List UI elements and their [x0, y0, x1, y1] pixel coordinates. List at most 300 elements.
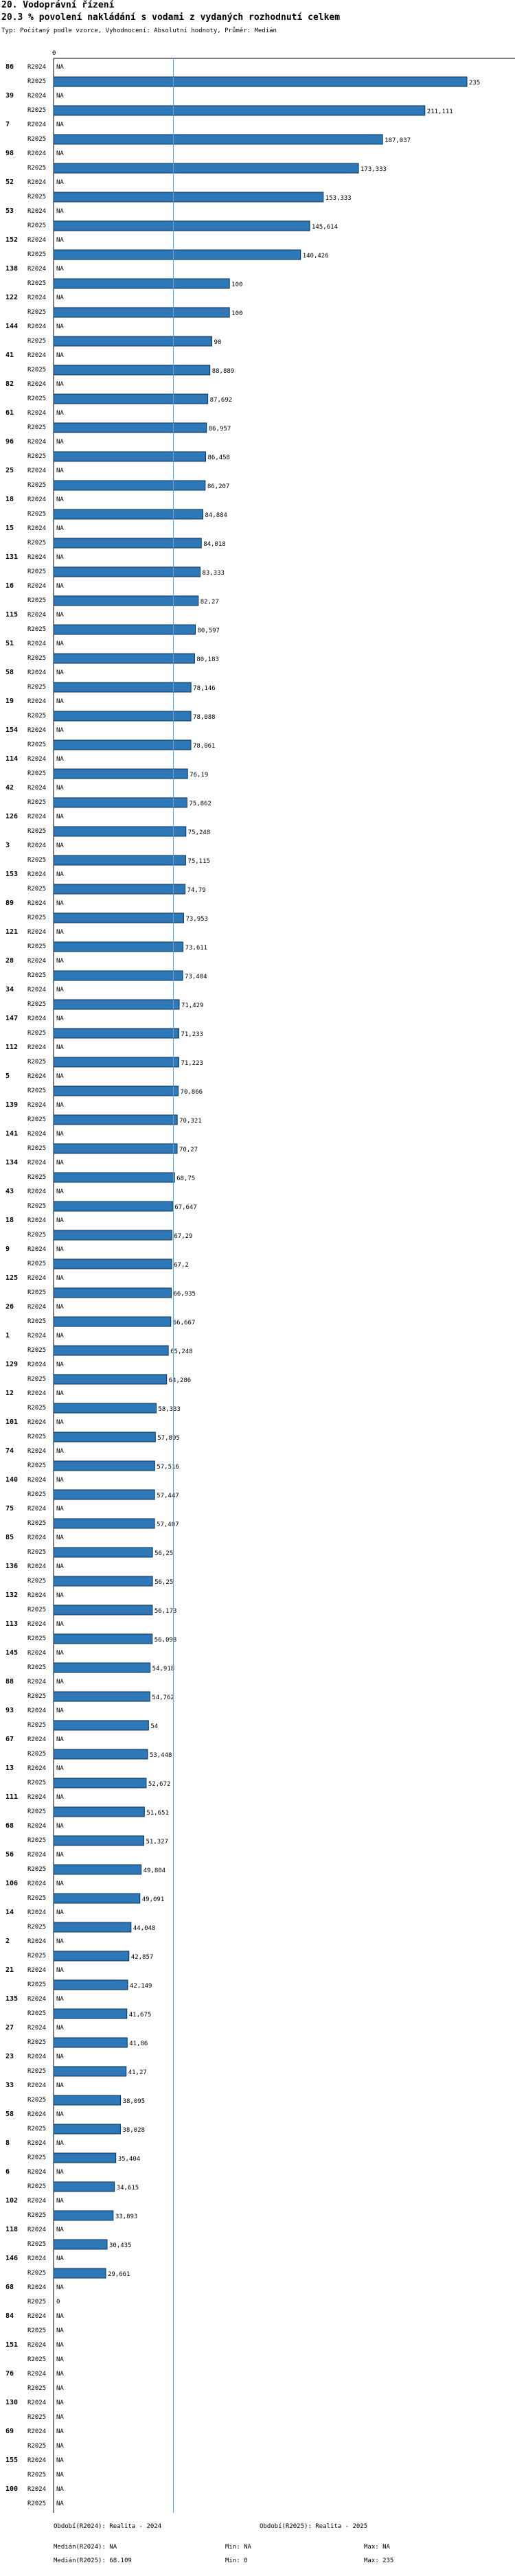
bar-r2025	[54, 1519, 154, 1528]
bar-r2025	[54, 1028, 179, 1038]
value-label-r2025: 42,857	[130, 1954, 154, 1961]
row-id-label: 88	[5, 1678, 14, 1686]
row-id-label: 27	[5, 2024, 14, 2032]
row-id-label: 18	[5, 1217, 14, 1224]
series-label-r2024: R2024	[27, 2198, 47, 2205]
value-label-r2025: NA	[56, 2443, 64, 2450]
value-label-r2024: NA	[56, 323, 64, 330]
bar-r2025	[54, 481, 205, 490]
series-label-r2024: R2024	[27, 1852, 47, 1859]
row-id-label: 154	[5, 726, 19, 734]
series-label-r2025: R2025	[27, 1664, 47, 1671]
row-id-label: 153	[5, 871, 19, 878]
value-label-r2024: NA	[56, 1419, 64, 1426]
bar-r2025	[54, 365, 210, 375]
series-label-r2025: R2025	[27, 2270, 47, 2277]
value-label-r2025: 67,647	[174, 1204, 197, 1211]
footer-median-2025: Medián(R2025): 68.109	[54, 2557, 132, 2564]
bar-r2025	[54, 394, 208, 404]
series-label-r2024: R2024	[27, 958, 47, 965]
bar-r2025	[54, 1778, 146, 1788]
value-label-r2025: 54,762	[152, 1694, 174, 1701]
row-id-label: 96	[5, 438, 14, 446]
bar-r2025	[54, 1346, 168, 1355]
row-id-label: 61	[5, 409, 14, 417]
bar-r2025	[54, 1548, 152, 1557]
bar-r2025	[54, 1980, 128, 1990]
value-label-r2024: NA	[56, 2342, 64, 2349]
value-label-r2024: NA	[56, 669, 64, 676]
value-label-r2025: 73,611	[185, 945, 208, 952]
series-label-r2024: R2024	[27, 1823, 47, 1830]
row-id-label: 12	[5, 1390, 14, 1397]
row-id-label: 89	[5, 899, 14, 907]
series-label-r2024: R2024	[27, 1188, 47, 1195]
bar-r2025	[54, 1432, 155, 1442]
bar-r2025	[54, 538, 201, 548]
series-label-r2025: R2025	[27, 1722, 47, 1729]
bar-r2025	[54, 1288, 171, 1298]
value-label-r2025: 75,862	[189, 801, 211, 807]
row-id-label: 56	[5, 1851, 14, 1859]
bar-r2025	[54, 1144, 177, 1153]
series-label-r2025: R2025	[27, 1203, 47, 1210]
series-label-r2024: R2024	[27, 1361, 47, 1368]
value-label-r2024: NA	[56, 2140, 64, 2147]
series-label-r2024: R2024	[27, 2227, 47, 2233]
value-label-r2025: 71,233	[181, 1031, 203, 1038]
value-label-r2025: 84,018	[203, 541, 226, 548]
value-label-r2024: NA	[56, 1275, 64, 1282]
row-id-label: 58	[5, 669, 14, 676]
bar-r2025	[54, 769, 187, 779]
series-label-r2025: R2025	[27, 568, 47, 575]
row-id-label: 135	[5, 1995, 19, 2003]
bar-r2025	[54, 1692, 150, 1701]
value-label-r2024: NA	[56, 496, 64, 503]
value-label-r2024: NA	[56, 1015, 64, 1022]
value-label-r2024: NA	[56, 1881, 64, 1887]
bar-r2025	[54, 221, 310, 231]
value-label-r2025: 153,333	[325, 195, 352, 202]
series-label-r2025: R2025	[27, 1289, 47, 1296]
value-label-r2024: NA	[56, 2255, 64, 2262]
value-label-r2024: NA	[56, 122, 64, 128]
value-label-r2025: 78,146	[193, 685, 216, 692]
bar-r2025	[54, 2153, 116, 2163]
bar-r2025	[54, 192, 323, 202]
value-label-r2025: 51,651	[146, 1810, 169, 1817]
value-label-r2025: 84,884	[205, 512, 227, 519]
row-id-label: 34	[5, 986, 14, 993]
series-label-r2024: R2024	[27, 1275, 47, 1282]
row-id-label: 118	[5, 2226, 19, 2233]
value-label-r2024: NA	[56, 554, 64, 561]
series-label-r2025: R2025	[27, 799, 47, 806]
series-label-r2025: R2025	[27, 2356, 47, 2363]
series-label-r2024: R2024	[27, 1679, 47, 1686]
series-label-r2024: R2024	[27, 179, 47, 186]
series-label-r2025: R2025	[27, 1462, 47, 1469]
row-id-label: 43	[5, 1188, 14, 1195]
value-label-r2025: 100	[231, 310, 243, 317]
value-label-r2025: 235	[469, 80, 481, 87]
value-label-r2025: 57,407	[157, 1521, 179, 1528]
value-label-r2025: 70,321	[179, 1118, 202, 1125]
value-label-r2025: 33,893	[115, 2213, 138, 2220]
value-label-r2024: NA	[56, 208, 64, 215]
value-label-r2024: NA	[56, 1736, 64, 1743]
value-label-r2025: 56,173	[154, 1608, 177, 1615]
series-label-r2024: R2024	[27, 2428, 47, 2435]
value-label-r2025: 140,426	[302, 253, 329, 260]
value-label-r2025: 52,672	[148, 1781, 171, 1788]
row-id-label: 14	[5, 1909, 14, 1916]
row-id-label: 114	[5, 755, 19, 763]
series-label-r2025: R2025	[27, 309, 47, 316]
series-label-r2024: R2024	[27, 2342, 47, 2349]
series-label-r2024: R2024	[27, 1592, 47, 1599]
bar-r2025	[54, 2067, 126, 2076]
series-label-r2024: R2024	[27, 2313, 47, 2320]
series-label-r2024: R2024	[27, 2371, 47, 2378]
row-id-label: 144	[5, 323, 19, 330]
value-label-r2025: 64,286	[168, 1377, 192, 1384]
row-id-label: 86	[5, 63, 14, 71]
row-id-label: 68	[5, 1822, 14, 1830]
bar-r2025	[54, 452, 205, 461]
series-label-r2024: R2024	[27, 900, 47, 907]
value-label-r2024: NA	[56, 1852, 64, 1859]
row-id-label: 26	[5, 1303, 14, 1311]
row-id-label: 113	[5, 1620, 19, 1628]
series-label-r2024: R2024	[27, 929, 47, 936]
series-label-r2025: R2025	[27, 597, 47, 604]
series-label-r2025: R2025	[27, 1808, 47, 1815]
row-id-label: 130	[5, 2399, 19, 2406]
series-label-r2024: R2024	[27, 2400, 47, 2406]
series-label-r2025: R2025	[27, 2126, 47, 2132]
value-label-r2025: 173,333	[360, 166, 387, 173]
series-label-r2024: R2024	[27, 1217, 47, 1224]
bar-r2025	[54, 1230, 172, 1240]
series-label-r2024: R2024	[27, 698, 47, 705]
series-label-r2025: R2025	[27, 1059, 47, 1066]
series-label-r2025: R2025	[27, 395, 47, 402]
bar-r2025	[54, 1721, 148, 1730]
bar-r2025	[54, 740, 191, 750]
value-label-r2024: NA	[56, 2371, 64, 2378]
value-label-r2025: 35,404	[117, 2156, 141, 2163]
row-id-label: 121	[5, 928, 19, 936]
value-label-r2025: 90	[214, 339, 222, 346]
value-label-r2024: NA	[56, 1160, 64, 1166]
value-label-r2024: NA	[56, 727, 64, 734]
value-label-r2024: NA	[56, 871, 64, 878]
value-label-r2024: NA	[56, 1304, 64, 1311]
series-label-r2024: R2024	[27, 987, 47, 993]
row-id-label: 13	[5, 1764, 14, 1772]
value-label-r2024: NA	[56, 2457, 64, 2464]
value-label-r2025: 83,333	[202, 570, 225, 577]
bar-r2025	[54, 913, 183, 923]
series-label-r2024: R2024	[27, 1506, 47, 1513]
series-label-r2024: R2024	[27, 323, 47, 330]
row-id-label: 9	[5, 1245, 10, 1253]
series-label-r2025: R2025	[27, 1261, 47, 1267]
series-label-r2025: R2025	[27, 1174, 47, 1181]
row-id-label: 2	[5, 1937, 10, 1945]
series-label-r2024: R2024	[27, 64, 47, 71]
row-id-label: 19	[5, 698, 14, 705]
row-id-label: 82	[5, 380, 14, 388]
value-label-r2024: NA	[56, 756, 64, 763]
series-label-r2025: R2025	[27, 1607, 47, 1613]
value-label-r2024: NA	[56, 525, 64, 532]
bar-r2025	[54, 711, 191, 721]
series-label-r2024: R2024	[27, 2486, 47, 2493]
value-label-r2024: NA	[56, 150, 64, 157]
series-label-r2024: R2024	[27, 727, 47, 734]
series-label-r2024: R2024	[27, 1246, 47, 1253]
series-label-r2025: R2025	[27, 540, 47, 547]
series-label-r2025: R2025	[27, 1578, 47, 1585]
row-id-label: 68	[5, 2284, 14, 2291]
series-label-r2025: R2025	[27, 1751, 47, 1758]
series-label-r2025: R2025	[27, 2443, 47, 2450]
series-label-r2025: R2025	[27, 2327, 47, 2334]
series-label-r2025: R2025	[27, 1001, 47, 1008]
x-axis-zero-label: 0	[52, 50, 56, 57]
value-label-r2025: 78,061	[192, 743, 216, 750]
row-id-label: 39	[5, 92, 14, 100]
series-label-r2025: R2025	[27, 194, 47, 200]
bar-r2025	[54, 509, 203, 519]
series-label-r2025: R2025	[27, 222, 47, 229]
row-id-label: 152	[5, 236, 19, 244]
row-id-label: 23	[5, 2053, 14, 2060]
row-id-label: 112	[5, 1044, 19, 1051]
series-label-r2024: R2024	[27, 2457, 47, 2464]
value-label-r2024: NA	[56, 612, 64, 619]
value-label-r2025: 42,149	[129, 1983, 152, 1990]
series-label-r2024: R2024	[27, 266, 47, 273]
value-label-r2024: NA	[56, 2082, 64, 2089]
value-label-r2025: 41,27	[128, 2069, 147, 2076]
series-label-r2025: R2025	[27, 338, 47, 345]
series-label-r2024: R2024	[27, 1621, 47, 1628]
value-label-r2025: 70,866	[180, 1089, 203, 1096]
series-label-r2024: R2024	[27, 814, 47, 820]
row-id-label: 145	[5, 1649, 19, 1657]
bar-r2025	[54, 596, 198, 606]
bar-r2025	[54, 1086, 179, 1096]
value-label-r2025: 65,248	[170, 1348, 193, 1355]
value-label-r2025: 100	[231, 281, 243, 288]
series-label-r2025: R2025	[27, 1347, 47, 1354]
value-label-r2025: 145,614	[312, 224, 338, 231]
value-label-r2025: 66,667	[172, 1320, 196, 1326]
series-label-r2025: R2025	[27, 2299, 47, 2305]
bar-r2025	[54, 279, 229, 288]
value-label-r2025: 68,75	[176, 1175, 196, 1182]
series-label-r2024: R2024	[27, 554, 47, 561]
value-label-r2025: 73,404	[185, 974, 207, 980]
series-label-r2024: R2024	[27, 93, 47, 100]
value-label-r2024: NA	[56, 1390, 64, 1397]
series-label-r2024: R2024	[27, 842, 47, 849]
value-label-r2024: NA	[56, 1938, 64, 1945]
bar-r2025	[54, 855, 185, 865]
row-id-label: 141	[5, 1130, 19, 1138]
value-label-r2024: NA	[56, 1967, 64, 1974]
row-id-label: 42	[5, 784, 14, 792]
series-label-r2025: R2025	[27, 482, 47, 489]
series-label-r2025: R2025	[27, 1780, 47, 1786]
value-label-r2024: NA	[56, 64, 64, 71]
value-label-r2024: NA	[56, 266, 64, 273]
value-label-r2025: 38,028	[122, 2127, 145, 2134]
series-label-r2025: R2025	[27, 1145, 47, 1152]
value-label-r2024: NA	[56, 2486, 64, 2493]
row-id-label: 111	[5, 1793, 19, 1801]
bar-r2025	[54, 2095, 121, 2105]
row-id-label: 115	[5, 611, 19, 619]
value-label-r2024: NA	[56, 814, 64, 820]
value-label-r2025: 88,889	[211, 368, 235, 375]
row-id-label: 6	[5, 2168, 10, 2176]
row-id-label: 18	[5, 496, 14, 503]
footer-max-2025: Max: 235	[364, 2557, 394, 2564]
row-id-label: 147	[5, 1015, 19, 1022]
value-label-r2024: NA	[56, 352, 64, 359]
series-label-r2025: R2025	[27, 1635, 47, 1642]
value-label-r2024: NA	[56, 1333, 64, 1339]
series-label-r2025: R2025	[27, 1953, 47, 1959]
series-label-r2024: R2024	[27, 1073, 47, 1080]
value-label-r2024: NA	[56, 1679, 64, 1686]
value-label-r2025: 34,615	[116, 2185, 139, 2192]
value-label-r2024: NA	[56, 237, 64, 244]
bar-r2025	[54, 798, 187, 807]
series-label-r2024: R2024	[27, 1102, 47, 1109]
series-label-r2024: R2024	[27, 1996, 47, 2003]
series-label-r2025: R2025	[27, 2385, 47, 2392]
row-id-label: 98	[5, 150, 14, 157]
series-label-r2024: R2024	[27, 237, 47, 244]
value-label-r2025: 30,435	[108, 2242, 132, 2249]
row-id-label: 25	[5, 467, 14, 474]
bar-r2025	[54, 1403, 156, 1413]
series-label-r2025: R2025	[27, 1088, 47, 1094]
row-id-label: 131	[5, 553, 19, 561]
series-label-r2025: R2025	[27, 828, 47, 835]
series-label-r2024: R2024	[27, 871, 47, 878]
value-label-r2024: NA	[56, 1102, 64, 1109]
series-label-r2025: R2025	[27, 1434, 47, 1440]
value-label-r2024: NA	[56, 2025, 64, 2032]
bar-r2025	[54, 1634, 152, 1644]
row-id-label: 93	[5, 1707, 14, 1714]
series-label-r2024: R2024	[27, 669, 47, 676]
value-label-r2025: 75,115	[187, 858, 210, 865]
series-label-r2024: R2024	[27, 1736, 47, 1743]
row-id-label: 146	[5, 2255, 19, 2262]
row-id-label: 138	[5, 265, 19, 273]
value-label-r2024: NA	[56, 929, 64, 936]
footer-max-2024: Max: NA	[364, 2544, 390, 2551]
value-label-r2024: NA	[56, 698, 64, 705]
series-label-r2024: R2024	[27, 1419, 47, 1426]
row-id-label: 7	[5, 121, 10, 128]
value-label-r2024: NA	[56, 1794, 64, 1801]
series-label-r2025: R2025	[27, 1030, 47, 1037]
series-label-r2025: R2025	[27, 1895, 47, 1902]
series-label-r2025: R2025	[27, 2212, 47, 2219]
series-label-r2024: R2024	[27, 122, 47, 128]
bar-r2025	[54, 2268, 106, 2278]
footer-median-2024: Medián(R2024): NA	[54, 2544, 117, 2551]
series-label-r2024: R2024	[27, 468, 47, 474]
series-label-r2025: R2025	[27, 684, 47, 691]
value-label-r2024: NA	[56, 1246, 64, 1253]
row-id-label: 132	[5, 1591, 19, 1599]
row-id-label: 51	[5, 640, 14, 647]
bar-r2025	[54, 1951, 129, 1961]
series-label-r2024: R2024	[27, 1304, 47, 1311]
value-label-r2025: 74,79	[187, 887, 206, 894]
value-label-r2025: NA	[56, 2327, 64, 2334]
bar-r2025	[54, 1663, 150, 1672]
series-label-r2024: R2024	[27, 1390, 47, 1397]
bar-r2025	[54, 1865, 141, 1874]
bar-r2025	[54, 1894, 140, 1903]
series-label-r2025: R2025	[27, 2500, 47, 2507]
value-label-r2025: 0	[56, 2299, 60, 2305]
value-label-r2024: NA	[56, 1563, 64, 1570]
series-label-r2024: R2024	[27, 1707, 47, 1714]
bar-r2025	[54, 884, 185, 894]
value-label-r2024: NA	[56, 1361, 64, 1368]
value-label-r2024: NA	[56, 410, 64, 417]
value-label-r2025: 211,111	[426, 108, 453, 115]
series-label-r2025: R2025	[27, 1924, 47, 1931]
series-label-r2025: R2025	[27, 2154, 47, 2161]
series-label-r2025: R2025	[27, 2097, 47, 2104]
row-id-label: 53	[5, 207, 14, 215]
value-label-r2025: 57,895	[157, 1435, 180, 1442]
series-label-r2025: R2025	[27, 1520, 47, 1527]
row-id-label: 1	[5, 1332, 10, 1339]
row-id-label: 84	[5, 2312, 14, 2320]
value-label-r2025: 38,095	[122, 2098, 146, 2105]
bar-r2025	[54, 1922, 131, 1932]
value-label-r2024: NA	[56, 295, 64, 301]
row-id-label: 3	[5, 842, 10, 849]
value-label-r2025: 41,675	[128, 2012, 152, 2019]
bar-r2025	[54, 1605, 152, 1615]
bar-r2025	[54, 1375, 167, 1384]
bar-r2025	[54, 971, 183, 980]
value-label-r2025: 54,918	[152, 1666, 175, 1672]
row-id-label: 74	[5, 1447, 14, 1455]
series-label-r2025: R2025	[27, 107, 47, 114]
value-label-r2025: 187,037	[385, 137, 411, 144]
series-label-r2025: R2025	[27, 511, 47, 518]
footer-min-2024: Min: NA	[225, 2544, 251, 2551]
value-label-r2024: NA	[56, 1621, 64, 1628]
footer-min-2025: Min: 0	[225, 2557, 248, 2564]
